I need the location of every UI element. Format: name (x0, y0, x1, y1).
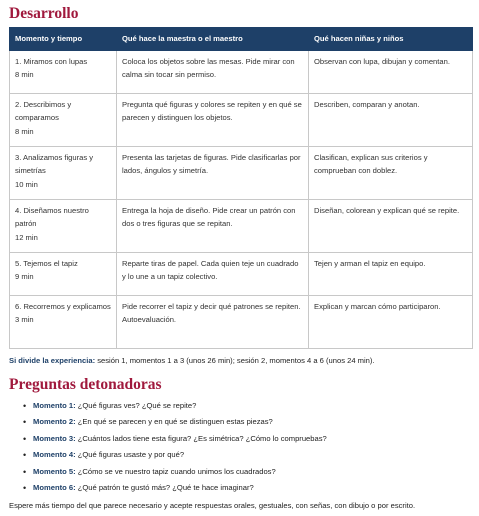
moment-name: 2. Describimos y comparamos (15, 99, 72, 122)
moment-time: 8 min (15, 126, 34, 136)
session-note (9, 355, 471, 367)
teacher-cell: Pide recorrer el tapiz y decir qué patrones se repiten. Autoevaluación. (117, 295, 309, 348)
questions-title: Preguntas detonadoras (9, 375, 162, 393)
children-cell: Tejen y arman el tapiz en equipo. (309, 252, 473, 295)
moment-name: 4. Diseñamos nuestro patrón (15, 205, 89, 228)
table-row (10, 199, 473, 252)
header-teacher: Qué hace la maestra o el maestro (117, 28, 309, 51)
moment-cell (10, 93, 117, 146)
list-item (23, 464, 471, 481)
moment-cell (10, 146, 117, 199)
document-page (9, 4, 471, 512)
bullet-icon: • (23, 483, 27, 493)
list-item (23, 414, 471, 431)
question-text: ¿Qué patrón te gustó más? ¿Qué te hace imaginar? (75, 483, 254, 492)
table-row (10, 93, 473, 146)
bullet-icon: • (23, 466, 27, 477)
moment-cell (10, 295, 117, 348)
table-header-row (10, 28, 473, 51)
moment-time: 12 min (15, 232, 38, 242)
teacher-cell: Pregunta qué figuras y colores se repiten y en qué se parecen y distinguen los objetos. (117, 93, 309, 146)
moment-cell (10, 199, 117, 252)
moment-time: 8 min (15, 70, 34, 79)
children-cell: Explican y marcan cómo participaron. (309, 295, 473, 348)
header-moment: Momento y tiempo (10, 28, 117, 51)
session-note-label: Si divide la experiencia: (9, 355, 96, 365)
list-item (23, 431, 471, 448)
bullet-icon: • (23, 433, 27, 444)
teacher-cell: Entrega la hoja de diseño. Pide crear un patrón con dos o tres figuras que se repitan. (117, 199, 309, 252)
children-cell: Describen, comparan y anotan. (309, 93, 473, 146)
children-cell: Observan con lupa, dibujan y comentan. (309, 50, 473, 93)
list-item (23, 447, 471, 464)
bullet-icon: • (23, 450, 27, 460)
moment-time: 10 min (15, 179, 38, 189)
question-text: ¿Cuántos lados tiene esta figura? ¿Es simétrica? ¿Cómo lo compruebas? (75, 433, 327, 443)
question-label: Momento 5: (33, 466, 76, 476)
question-text: ¿Cómo se ve nuestro tapiz cuando unimos los cuadrados? (75, 466, 276, 476)
section-title: Desarrollo (9, 5, 79, 22)
bullet-icon: • (23, 400, 27, 411)
lesson-table (9, 27, 473, 349)
question-text: ¿En qué se parecen y en qué se distinguen estas piezas? (75, 417, 273, 426)
moment-name: 5. Tejemos el tapiz (15, 258, 78, 268)
children-cell: Diseñan, colorean y explican qué se repite. (309, 199, 473, 252)
moment-name: 3. Analizamos figuras y simetrías (15, 152, 94, 175)
moment-time: 3 min (15, 315, 34, 324)
question-label: Momento 3: (33, 433, 76, 443)
question-label: Momento 6: (33, 483, 76, 492)
moment-name: 1. Miramos con lupas (15, 56, 88, 66)
question-text: ¿Qué figuras ves? ¿Qué se repite? (75, 400, 197, 410)
teacher-cell: Reparte tiras de papel. Cada quien teje un cuadrado y lo une a un tapiz colectivo. (117, 252, 309, 295)
bullet-icon: • (23, 417, 27, 427)
session-note-text: sesión 1, momentos 1 a 3 (unos 26 min); sesión 2, momentos 4 a 6 (unos 24 min). (95, 355, 375, 365)
header-children: Qué hacen niñas y niños (309, 28, 473, 51)
questions-list (9, 398, 471, 497)
teacher-cell: Presenta las tarjetas de figuras. Pide clasificarlas por lados, ángulos y simetría. (117, 146, 309, 199)
moment-time: 9 min (15, 272, 34, 281)
list-item (23, 480, 471, 497)
table-row (10, 146, 473, 199)
table-row (10, 295, 473, 348)
teacher-cell: Coloca los objetos sobre las mesas. Pide mirar con calma sin tocar sin permiso. (117, 50, 309, 93)
moment-cell (10, 50, 117, 93)
question-text: ¿Qué figuras usaste y por qué? (75, 450, 185, 459)
moment-name: 6. Recorremos y explicamos (15, 301, 111, 311)
question-label: Momento 2: (33, 417, 76, 426)
list-item (23, 398, 471, 415)
moment-cell (10, 252, 117, 295)
table-row (10, 252, 473, 295)
table-row (10, 50, 473, 93)
question-label: Momento 4: (33, 450, 76, 459)
footer-note: Espere más tiempo del que parece necesario y acepte respuestas orales, gestuales, con señas, con dibujo o por escrito. (9, 500, 416, 510)
children-cell: Clasifican, explican sus criterios y comprueban con doblez. (309, 146, 473, 199)
question-label: Momento 1: (33, 400, 76, 410)
